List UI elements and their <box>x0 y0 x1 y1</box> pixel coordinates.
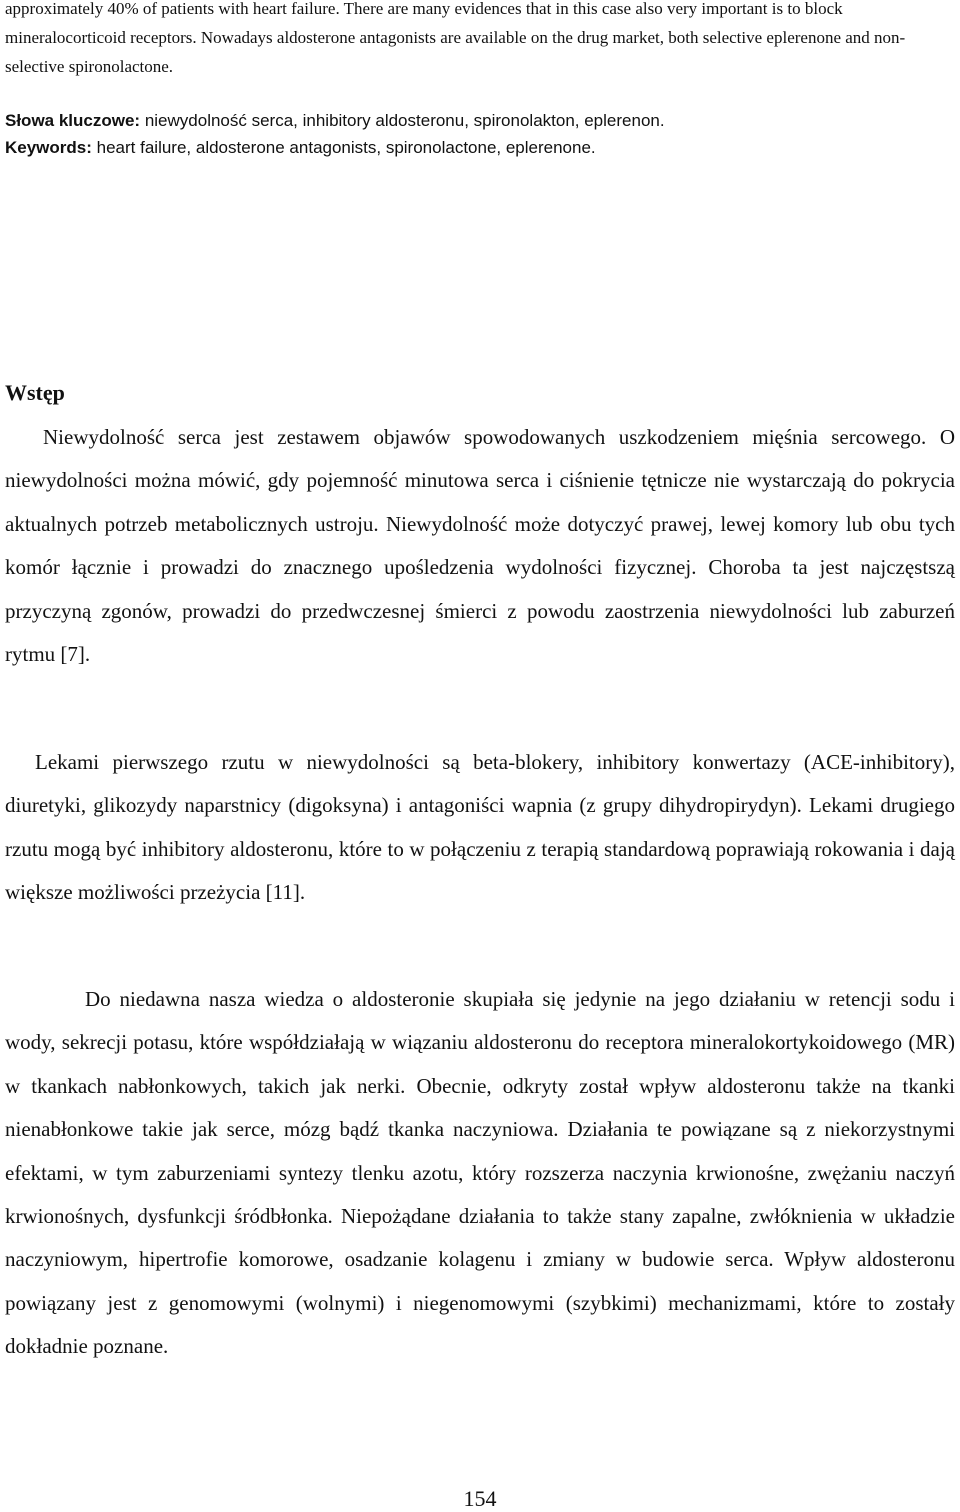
paragraph-intro: Niewydolność serca jest zestawem objawów spowodowanych uszkodzeniem mięśnia sercowego. O niewydolności można mówić, gdy pojemność minutowa serca i ciśnienie tętnicze nie wystarczają do pokrycia aktualnych potrzeb metabolicznych ustroju. Niewydolność może dotyczyć prawej, lewej komory lub obu tych komór łącznie i prowadzi do znacznego upośledzenia wydolności fizycznej. Choroba ta jest najczęstszą przyczyną zgonów, prowadzi do przedwczesnej śmierci z powodu zaostrzenia niewydolności lub zaburzeń rytmu [7]. <box>5 425 955 667</box>
keywords-polish-text: niewydolność serca, inhibitory aldosteronu, spironolakton, eplerenon. <box>140 111 665 130</box>
abstract-text: approximately 40% of patients with heart failure. There are many evidences that in this case also very important is to block mineralocorticoid receptors. Nowadays aldosterone antagonists are available on the drug market, both selective eplerenone and non-selective spironolactone. <box>5 0 906 76</box>
keywords-english <box>5 137 955 159</box>
keywords-polish-label: Słowa kluczowe: <box>5 111 141 130</box>
section-heading: Wstęp <box>5 380 65 405</box>
page-number: 154 <box>463 1486 497 1511</box>
keywords-polish <box>5 110 955 132</box>
paragraph-first-line-drugs: Lekami pierwszego rzutu w niewydolności są beta-blokery, inhibitory konwertazy (ACE-inhibitory), diuretyki, glikozydy naparstnicy (digoksyna) i antagoniści wapnia (z grupy dihydropirydyn). Lekami drugiego rzutu mogą być inhibitory aldosteronu, które to w połączeniu z terapią standardową poprawiają rokowania i dają większe możliwości przeżycia [11]. <box>5 750 955 905</box>
paragraph-aldosterone: Do niedawna nasza wiedza o aldosteronie skupiała się jedynie na jego działaniu w retencji sodu i wody, sekrecji potasu, które współdziałają w wiązaniu aldosteronu do receptora mineralokortykoidowego (MR) w tkankach nabłonkowych, takich jak nerki. Obecnie, odkryty został wpływ aldosteronu także na tkanki nienabłonkowe takie jak serce, mózg bądź tkanka naczyniowa. Działania te powiązane są z niekorzystnymi efektami, w tym zaburzeniami syntezy tlenku azotu, który rozszerza naczynia krwionośne, zwężaniu naczyń krwionośnych, dysfunkcji śródbłonka. Niepożądane działania to także stany zapalne, zwłóknienia w układzie naczyniowym, hipertrofie komorowe, osadzanie kolagenu i zmiany w budowie serca. Wpływ aldosteronu powiązany jest z genomowymi (wolnymi) i niegenomowymi (szybkimi) mechanizmami, które to zostały dokładnie poznane. <box>5 987 955 1359</box>
keywords-english-label: Keywords: <box>5 138 92 157</box>
keywords-english-text: heart failure, aldosterone antagonists, spironolactone, eplerenone. <box>91 138 596 157</box>
